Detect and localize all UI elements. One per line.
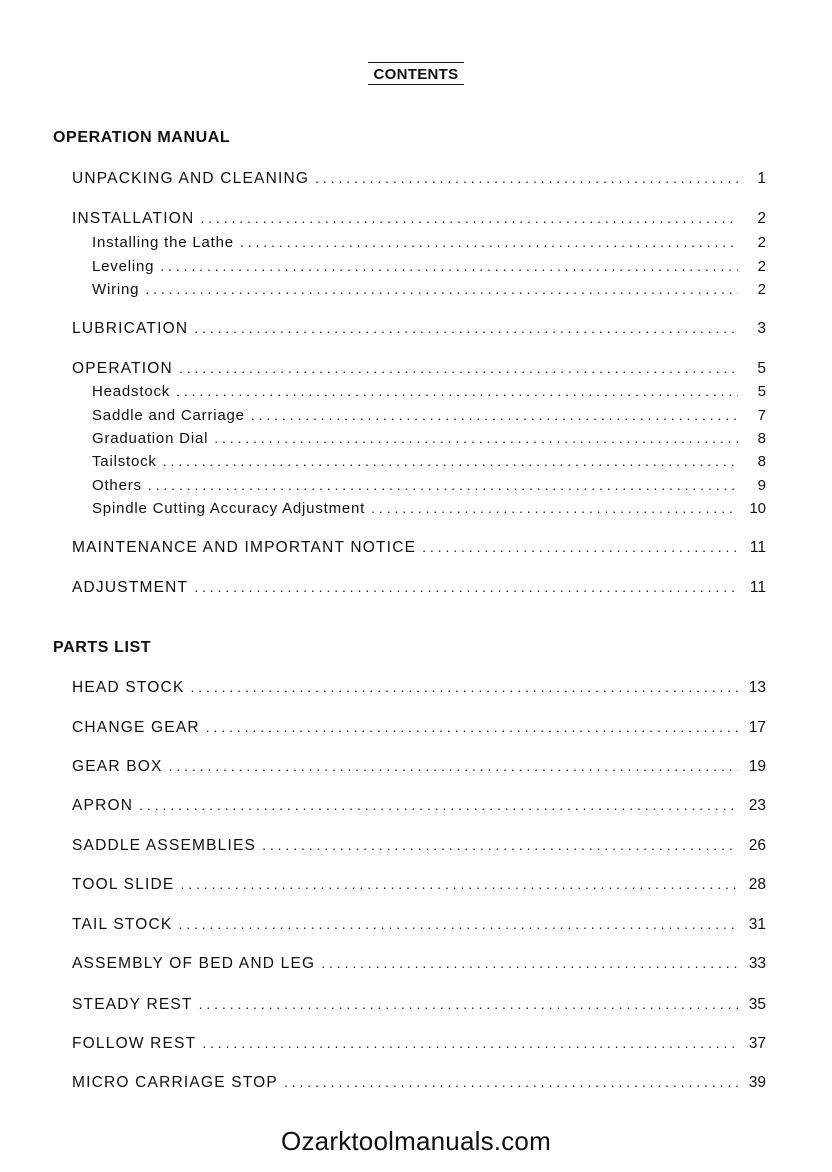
toc-entry-unpacking[interactable] — [72, 170, 766, 192]
toc-subentry-graduation-dial[interactable] — [92, 430, 766, 452]
toc-subentry-others[interactable] — [92, 477, 766, 499]
dot-leader — [214, 430, 738, 446]
toc-entry-change-gear[interactable] — [72, 719, 766, 741]
toc-entry-label: ASSEMBLY OF BED AND LEG — [72, 955, 316, 972]
toc-page-number: 5 — [757, 360, 766, 377]
toc-entry-label: MAINTENANCE AND IMPORTANT NOTICE — [72, 539, 417, 556]
toc-entry-tail-stock[interactable] — [72, 916, 766, 938]
title-container — [0, 62, 832, 85]
toc-page-number: 23 — [748, 797, 766, 814]
toc-page-number: 37 — [748, 1035, 766, 1052]
toc-page-number: 39 — [748, 1074, 766, 1091]
toc-entry-label: STEADY REST — [72, 996, 193, 1013]
dot-leader — [169, 758, 738, 774]
section-heading-operation-manual: OPERATION MANUAL — [53, 129, 231, 146]
footer-watermark: Ozarktoolmanuals.com — [281, 1126, 551, 1156]
toc-entry-label: UNPACKING AND CLEANING — [72, 170, 310, 187]
toc-page-number: 7 — [757, 407, 766, 424]
toc-entry-label: Wiring — [92, 281, 140, 298]
toc-entry-label: TOOL SLIDE — [72, 876, 175, 893]
toc-page-number: 2 — [757, 234, 766, 251]
toc-entry-label: Installing the Lathe — [92, 234, 234, 251]
toc-entry-label: HEAD STOCK — [72, 679, 185, 696]
dot-leader — [180, 876, 738, 892]
toc-page-number: 2 — [757, 210, 766, 227]
dot-leader — [148, 477, 738, 493]
dot-leader — [194, 579, 738, 595]
toc-entry-follow-rest[interactable] — [72, 1035, 766, 1057]
page-title: CONTENTS — [368, 62, 465, 85]
dot-leader — [206, 719, 738, 735]
dot-leader — [251, 407, 738, 423]
toc-entry-tool-slide[interactable] — [72, 876, 766, 898]
dot-leader — [160, 258, 738, 274]
toc-page-number: 13 — [748, 679, 766, 696]
toc-entry-label: LUBRICATION — [72, 320, 189, 337]
dot-leader — [163, 453, 738, 469]
toc-subentry-spindle-cutting[interactable] — [92, 500, 766, 522]
toc-page-number: 2 — [757, 258, 766, 275]
toc-entry-head-stock[interactable] — [72, 679, 766, 701]
toc-page-number: 1 — [757, 170, 766, 187]
toc-entry-label: ADJUSTMENT — [72, 579, 189, 596]
toc-entry-label: SADDLE ASSEMBLIES — [72, 837, 257, 854]
dot-leader — [262, 837, 738, 853]
dot-leader — [194, 320, 738, 336]
toc-page-number: 2 — [757, 281, 766, 298]
dot-leader — [240, 234, 738, 250]
toc-subentry-headstock[interactable] — [92, 383, 766, 405]
toc-entry-bed-and-leg[interactable] — [72, 955, 766, 977]
toc-page-number: 28 — [748, 876, 766, 893]
dot-leader — [139, 797, 738, 813]
toc-page-number: 31 — [748, 916, 766, 933]
toc-entry-label: MICRO CARRIAGE STOP — [72, 1074, 278, 1091]
dot-leader — [199, 996, 738, 1012]
toc-page-number: 8 — [757, 430, 766, 447]
toc-entry-label: Others — [92, 477, 142, 494]
toc-page-number: 17 — [748, 719, 766, 736]
toc-entry-label: Tailstock — [92, 453, 157, 470]
toc-page-number: 10 — [749, 500, 766, 517]
toc-subentry-tailstock[interactable] — [92, 453, 766, 475]
toc-entry-saddle-assemblies[interactable] — [72, 837, 766, 859]
toc-entry-label: CHANGE GEAR — [72, 719, 200, 736]
toc-entry-gear-box[interactable] — [72, 758, 766, 780]
dot-leader — [179, 360, 738, 376]
toc-entry-adjustment[interactable] — [72, 579, 766, 601]
dot-leader — [321, 955, 738, 971]
toc-entry-label: FOLLOW REST — [72, 1035, 197, 1052]
toc-entry-label: Leveling — [92, 258, 155, 275]
dot-leader — [176, 383, 738, 399]
toc-entry-steady-rest[interactable] — [72, 996, 766, 1018]
toc-entry-label: TAIL STOCK — [72, 916, 173, 933]
toc-entry-label: Saddle and Carriage — [92, 407, 245, 424]
dot-leader — [284, 1074, 738, 1090]
toc-page-number: 8 — [757, 453, 766, 470]
toc-entry-micro-carriage-stop[interactable] — [72, 1074, 766, 1096]
toc-entry-label: INSTALLATION — [72, 210, 195, 227]
dot-leader — [315, 170, 738, 186]
dot-leader — [200, 210, 738, 226]
toc-entry-lubrication[interactable] — [72, 320, 766, 342]
toc-page-number: 3 — [757, 320, 766, 337]
toc-subentry-installing-lathe[interactable] — [92, 234, 766, 256]
dot-leader — [145, 281, 738, 297]
toc-entry-label: Headstock — [92, 383, 171, 400]
toc-entry-operation[interactable] — [72, 360, 766, 382]
toc-page-number: 26 — [748, 837, 766, 854]
toc-page-number: 11 — [749, 539, 766, 556]
toc-page-number: 19 — [748, 758, 766, 775]
toc-entry-installation[interactable] — [72, 210, 766, 232]
toc-entry-maintenance[interactable] — [72, 539, 766, 561]
toc-entry-label: Graduation Dial — [92, 430, 209, 447]
dot-leader — [371, 500, 738, 516]
dot-leader — [202, 1035, 738, 1051]
toc-page-number: 9 — [757, 477, 766, 494]
dot-leader — [422, 539, 738, 555]
toc-entry-label: GEAR BOX — [72, 758, 163, 775]
toc-page-number: 33 — [748, 955, 766, 972]
toc-subentry-leveling[interactable] — [92, 258, 766, 280]
toc-entry-label: OPERATION — [72, 360, 173, 377]
toc-entry-apron[interactable] — [72, 797, 766, 819]
toc-subentry-wiring[interactable] — [92, 281, 766, 303]
dot-leader — [191, 679, 739, 695]
toc-subentry-saddle-carriage[interactable] — [92, 407, 766, 429]
toc-entry-label: APRON — [72, 797, 134, 814]
toc-page-number: 5 — [757, 383, 766, 400]
toc-page-number: 11 — [749, 579, 766, 596]
toc-page-number: 35 — [748, 996, 766, 1013]
toc-entry-label: Spindle Cutting Accuracy Adjustment — [92, 500, 366, 517]
section-heading-parts-list: PARTS LIST — [53, 639, 152, 656]
dot-leader — [178, 916, 738, 932]
